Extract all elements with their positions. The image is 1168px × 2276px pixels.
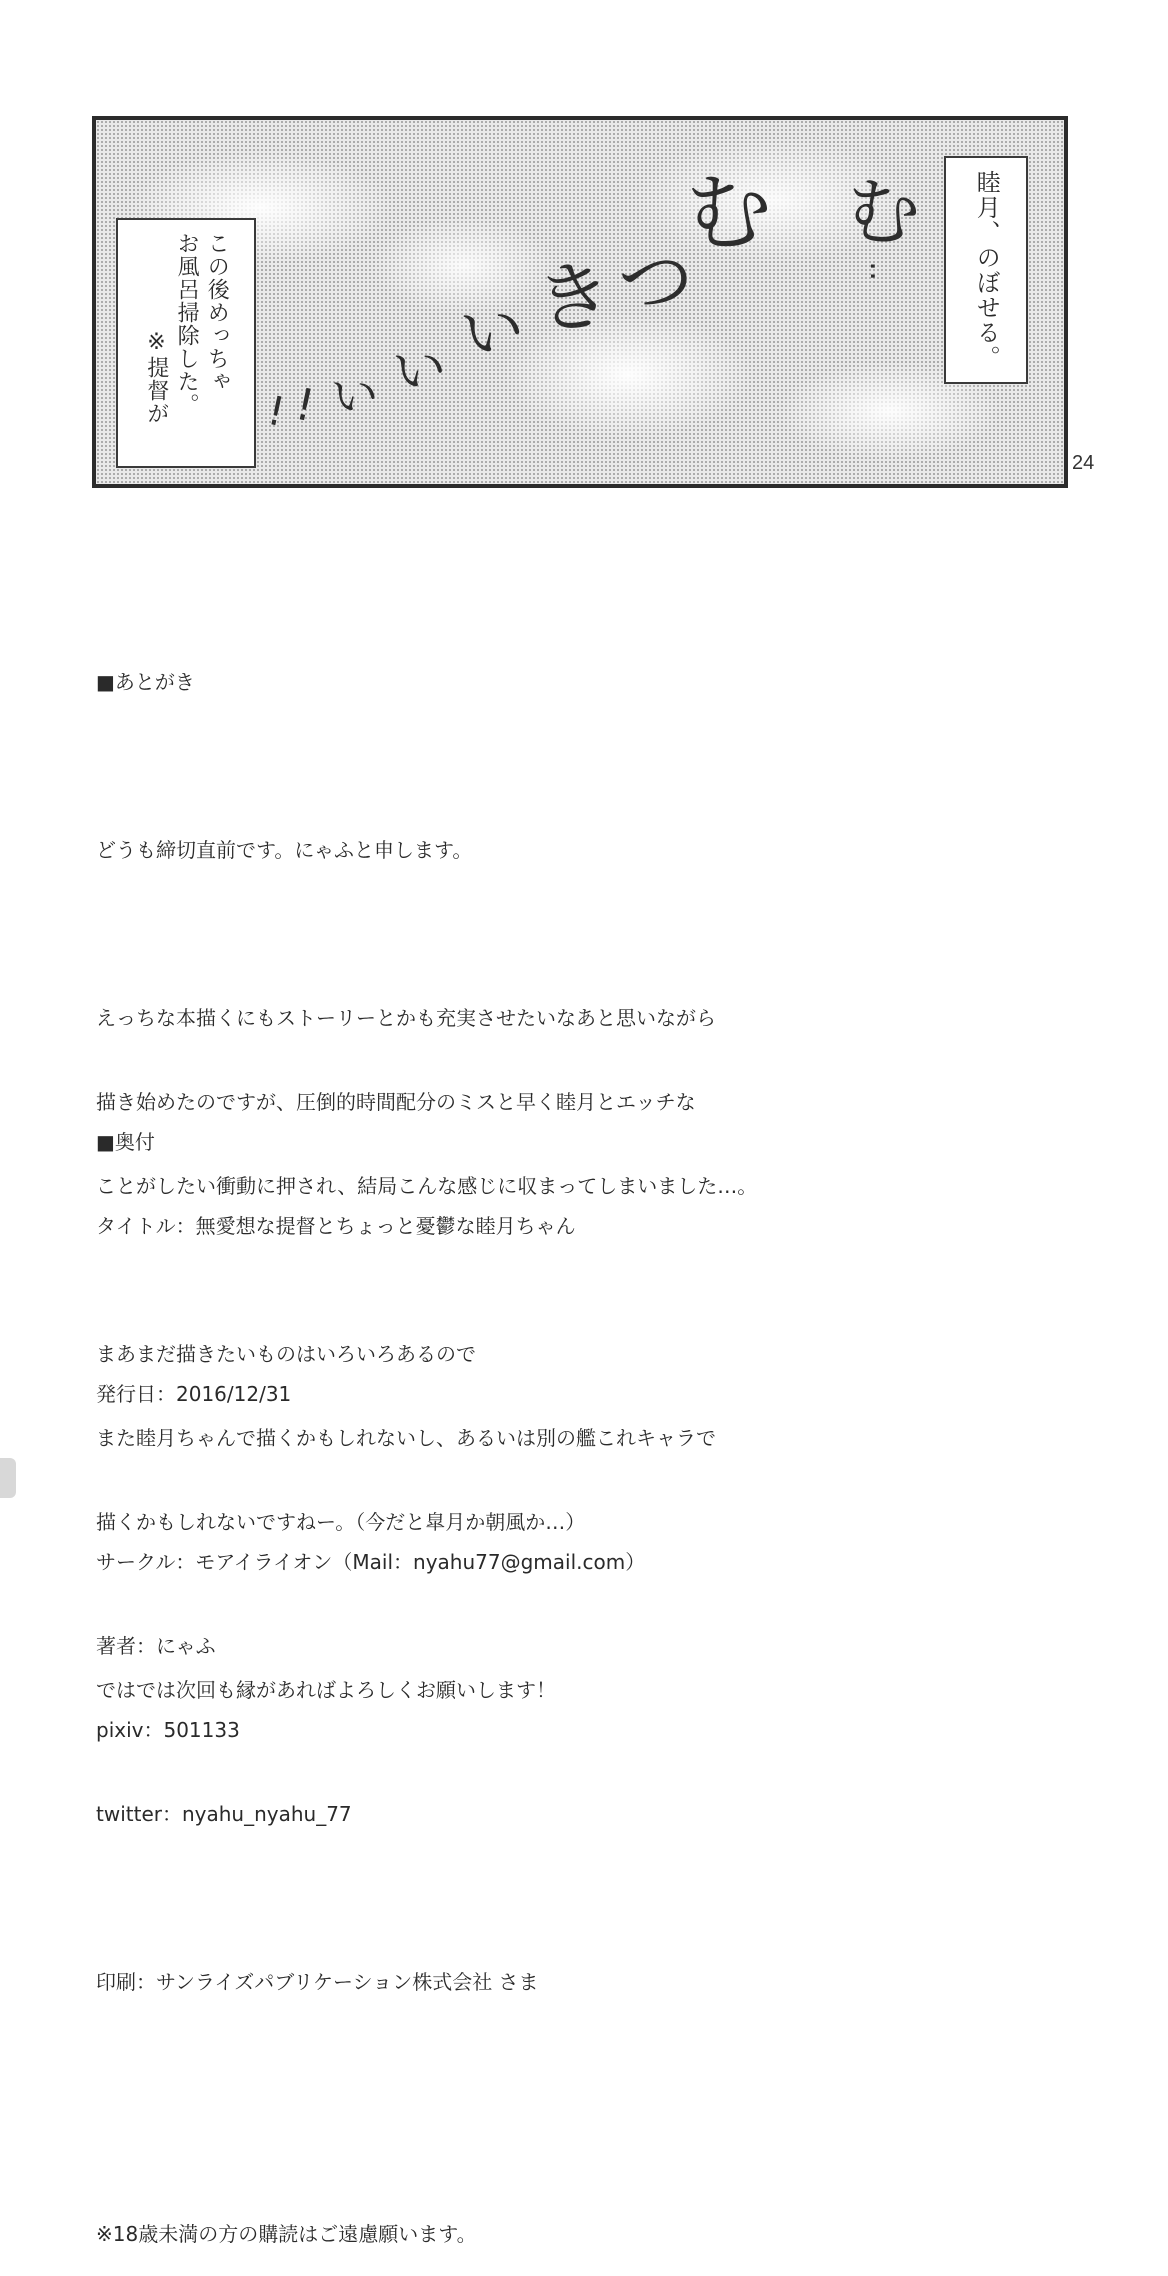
sfx-char: い [389, 335, 451, 405]
sfx-char: む [843, 167, 923, 259]
colophon-author: 著者：にゃふ [96, 1634, 216, 1658]
margin-mark [0, 1458, 16, 1498]
manga-panel [92, 116, 1068, 488]
age-notice: ※18歳未満の方の購読はご遠慮願います。 [96, 2222, 477, 2246]
colophon-pixiv: pixiv：501133 [96, 1718, 240, 1742]
afterword-line: 描き始めたのですが、圧倒的時間配分のミスと早く睦月とエッチな [96, 1090, 696, 1114]
sfx-char: ! [290, 378, 319, 433]
sfx-char: い [454, 288, 531, 373]
left-caption-line: お風呂掃除した。 [174, 232, 200, 416]
sound-effect [263, 161, 923, 444]
colophon-section [96, 1072, 645, 2276]
afterword-line: えっちな本描くにもストーリーとかも充実させたいなあと思いながら [96, 1006, 716, 1030]
afterword-line: どうも締切直前です。にゃふと申します。 [96, 838, 473, 862]
colophon-twitter: twitter：nyahu_nyahu_77 [96, 1802, 352, 1826]
afterword-line: まあまだ描きたいものはいろいろあるので [96, 1342, 476, 1366]
left-caption-box [116, 218, 256, 468]
colophon-date: 発行日：2016/12/31 [96, 1382, 292, 1406]
right-caption-line: 睦月、のぼせる。 [972, 170, 1001, 370]
afterword-line: 描くかもしれないですねー。（今だと皐月か朝風か…） [96, 1510, 586, 1534]
sfx-char: き [531, 249, 617, 346]
page-number: 24 [1072, 452, 1095, 474]
colophon-heading: ■ 奥付 [96, 1128, 645, 1156]
colophon-printer: 印刷：サンライズパブリケーション株式会社 さま [96, 1970, 539, 1994]
afterword-line: ことがしたい衝動に押され、結局こんな感じに収まってしまいました…。 [96, 1174, 758, 1198]
sfx-char: ! [263, 387, 289, 437]
right-caption-box [944, 156, 1028, 384]
left-caption-line: この後めっちゃ [204, 232, 230, 393]
colophon-title: タイトル：無愛想な提督とちょっと憂鬱な睦月ちゃん [96, 1214, 576, 1238]
afterword-heading: ■ あとがき [96, 668, 757, 696]
sfx-char: い [328, 365, 382, 425]
afterword-line: また睦月ちゃんで描くかもしれないし、あるいは別の艦これキャラで [96, 1426, 716, 1450]
left-caption-note: ※提督が [143, 330, 169, 425]
sfx-char: つ [614, 234, 697, 329]
afterword-line: ではでは次回も縁があればよろしくお願いします！ [96, 1678, 556, 1702]
colophon-circle: サークル：モアイライオン（Mail：nyahu77@gmail.com） [96, 1550, 646, 1574]
sfx-char: む [684, 161, 774, 265]
sfx-char: ‥ [863, 260, 899, 282]
